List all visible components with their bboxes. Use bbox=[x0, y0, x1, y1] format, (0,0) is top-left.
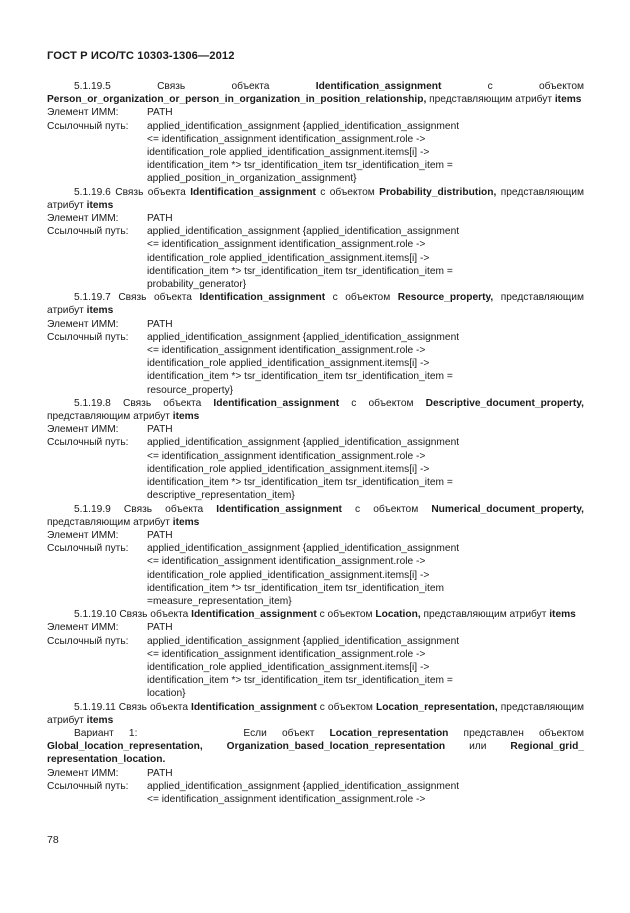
element-row bbox=[47, 212, 584, 225]
path-line: applied_identification_assignment {applied_identification_assignment bbox=[147, 780, 460, 792]
section-heading bbox=[47, 397, 584, 423]
section-heading bbox=[47, 186, 584, 212]
section-number-text: 5.1.19.6 Связь объекта bbox=[74, 186, 191, 198]
element-value: PATH bbox=[147, 213, 173, 225]
section-number-text: 5.1.19.7 Связь объекта bbox=[74, 292, 200, 304]
entity-name: Identification_assignment bbox=[191, 609, 317, 621]
path-line: identification_item *> tsr_identification_item tsr_identification_item = bbox=[147, 371, 453, 383]
path-line: identification_role applied_identification_assignment.items[i] -> bbox=[147, 252, 430, 264]
path-line: identification_item *> tsr_identification_item tsr_identification_item = bbox=[147, 265, 453, 277]
entity-name: Identification_assignment bbox=[216, 503, 342, 515]
path-lines bbox=[147, 331, 584, 397]
path-line: identification_role applied_identification_assignment.items[i] -> bbox=[147, 661, 430, 673]
path-lines bbox=[147, 436, 584, 502]
target-entity-name: Resource_property, bbox=[397, 292, 494, 304]
connector-text: представляющим атрибут bbox=[420, 609, 550, 621]
element-row bbox=[47, 106, 584, 119]
connector-text: с объектом bbox=[325, 292, 398, 304]
path-line: probability_generator} bbox=[147, 279, 247, 291]
mapping-section bbox=[47, 701, 584, 807]
entity-name: Identification_assignment bbox=[315, 81, 442, 92]
connector-text: с объектом bbox=[339, 397, 426, 409]
path-line: applied_identification_assignment {applied_identification_assignment bbox=[147, 635, 460, 647]
element-row bbox=[47, 767, 584, 780]
section-heading bbox=[47, 291, 584, 317]
element-label: Элемент ИММ: bbox=[47, 767, 119, 779]
path-line: applied_identification_assignment {applied_identification_assignment bbox=[147, 543, 460, 555]
mapping-section bbox=[47, 397, 584, 503]
document-body bbox=[47, 80, 584, 806]
element-value: PATH bbox=[147, 529, 173, 541]
path-line: identification_item *> tsr_identification_item tsr_identification_item bbox=[147, 582, 445, 594]
path-lines bbox=[147, 120, 584, 186]
connector-text: представляющим атрибут bbox=[426, 94, 555, 106]
entity-name: Identification_assignment bbox=[213, 397, 340, 409]
connector-text: представляющим атрибут bbox=[47, 186, 584, 211]
attribute-name: items bbox=[86, 714, 114, 726]
path-line: identification_item *> tsr_identification_item tsr_identification_item = bbox=[147, 675, 453, 687]
entity-name: Identification_assignment bbox=[199, 292, 326, 304]
target-entity-name: Location_representation, bbox=[375, 701, 498, 713]
mapping-section bbox=[47, 186, 584, 292]
element-row bbox=[47, 318, 584, 331]
element-label: Элемент ИММ: bbox=[47, 213, 119, 225]
document-page bbox=[47, 0, 584, 913]
path-line: identification_role applied_identification_assignment.items[i] -> bbox=[147, 569, 430, 581]
path-line: identification_role applied_identification_assignment.items[i] -> bbox=[147, 147, 430, 159]
path-label: Ссылочный путь: bbox=[47, 437, 129, 449]
attribute-name: items bbox=[86, 305, 114, 317]
path-lines bbox=[147, 635, 584, 701]
page-number: 78 bbox=[47, 834, 59, 846]
section-heading bbox=[47, 80, 584, 106]
reference-path bbox=[47, 436, 584, 502]
path-line: identification_item *> tsr_identification_item tsr_identification_item = bbox=[147, 477, 453, 489]
variant-text: представлен объектом bbox=[448, 727, 584, 739]
document-header: ГОСТ Р ИСО/ТС 10303-1306—2012 bbox=[47, 50, 235, 62]
connector-text: представляющим атрибут bbox=[47, 701, 584, 726]
path-line: applied_identification_assignment {applied_identification_assignment bbox=[147, 120, 460, 132]
path-label: Ссылочный путь: bbox=[47, 543, 129, 555]
element-row bbox=[47, 529, 584, 542]
mapping-section bbox=[47, 503, 584, 609]
section-heading bbox=[47, 701, 584, 727]
path-line: =measure_representation_item} bbox=[147, 595, 292, 607]
path-line: applied_position_in_organization_assignment} bbox=[147, 173, 357, 185]
connector-text: с объектом bbox=[441, 81, 584, 92]
reference-path bbox=[47, 780, 584, 806]
entity-name: Identification_assignment bbox=[191, 701, 317, 713]
path-label: Ссылочный путь: bbox=[47, 635, 129, 647]
element-value: PATH bbox=[147, 318, 173, 330]
target-entity-name: Person_or_organization_or_person_in_organization_in_position_relationship, bbox=[47, 94, 427, 106]
variant-entity: Location_representation bbox=[329, 727, 449, 739]
attribute-name: items bbox=[172, 411, 200, 423]
path-line: identification_role applied_identification_assignment.items[i] -> bbox=[147, 463, 430, 475]
variant-text: или bbox=[445, 741, 511, 753]
path-line: applied_identification_assignment {applied_identification_assignment bbox=[147, 331, 460, 343]
variant-option: Regional_grid_ representation_location. bbox=[47, 741, 584, 766]
element-row bbox=[47, 621, 584, 634]
target-entity-name: Probability_distribution, bbox=[379, 186, 497, 198]
element-row bbox=[47, 423, 584, 436]
target-entity-name: Location, bbox=[375, 609, 421, 621]
variant-option: Organization_based_location_representation bbox=[226, 741, 446, 753]
section-number-text: 5.1.19.5 Связь объекта bbox=[74, 81, 316, 92]
reference-path bbox=[47, 225, 584, 291]
element-value: PATH bbox=[147, 767, 173, 779]
element-label: Элемент ИММ: bbox=[47, 622, 119, 634]
path-line: resource_property} bbox=[147, 384, 234, 396]
path-line: <= identification_assignment identification_assignment.role -> bbox=[147, 556, 426, 568]
attribute-name: items bbox=[172, 516, 200, 528]
target-entity-name: Numerical_document_property, bbox=[431, 503, 584, 515]
target-entity-name: Descriptive_document_property, bbox=[425, 397, 584, 409]
attribute-name: items bbox=[86, 199, 114, 211]
path-label: Ссылочный путь: bbox=[47, 331, 129, 343]
path-line: location} bbox=[147, 688, 186, 700]
path-lines bbox=[147, 225, 584, 291]
section-number-text: 5.1.19.10 Связь объекта bbox=[74, 609, 192, 621]
mapping-section bbox=[47, 80, 584, 186]
path-line: <= identification_assignment identification_assignment.role -> bbox=[147, 133, 426, 145]
section-number-text: 5.1.19.9 Связь объекта bbox=[74, 503, 217, 515]
path-line: identification_role applied_identification_assignment.items[i] -> bbox=[147, 358, 430, 370]
variant-text: Если объект bbox=[243, 727, 330, 739]
element-label: Элемент ИММ: bbox=[47, 107, 119, 119]
element-value: PATH bbox=[147, 424, 173, 436]
element-value: PATH bbox=[147, 622, 173, 634]
mapping-section bbox=[47, 608, 584, 700]
path-line: <= identification_assignment identification_assignment.role -> bbox=[147, 450, 426, 462]
path-label: Ссылочный путь: bbox=[47, 780, 129, 792]
path-line: descriptive_representation_item} bbox=[147, 490, 295, 502]
path-line: <= identification_assignment identification_assignment.role -> bbox=[147, 239, 426, 251]
connector-text: представляющим атрибут bbox=[47, 516, 173, 528]
entity-name: Identification_assignment bbox=[190, 186, 316, 198]
path-label: Ссылочный путь: bbox=[47, 120, 129, 132]
section-heading bbox=[47, 608, 584, 621]
variant-paragraph bbox=[47, 727, 584, 767]
section-number-text: 5.1.19.8 Связь объекта bbox=[74, 397, 214, 409]
reference-path bbox=[47, 331, 584, 397]
variant-label: Вариант 1: bbox=[74, 727, 138, 739]
reference-path bbox=[47, 120, 584, 186]
path-line: <= identification_assignment identification_assignment.role -> bbox=[147, 793, 426, 805]
path-line: applied_identification_assignment {applied_identification_assignment bbox=[147, 437, 460, 449]
connector-text: с объектом bbox=[315, 186, 380, 198]
reference-path bbox=[47, 542, 584, 608]
path-label: Ссылочный путь: bbox=[47, 226, 129, 238]
connector-text: представляющим атрибут bbox=[47, 292, 584, 317]
element-label: Элемент ИММ: bbox=[47, 529, 119, 541]
reference-path bbox=[47, 635, 584, 701]
path-line: <= identification_assignment identification_assignment.role -> bbox=[147, 345, 426, 357]
attribute-name: items bbox=[549, 609, 576, 621]
connector-text: с объектом bbox=[341, 503, 432, 515]
element-label: Элемент ИММ: bbox=[47, 424, 119, 436]
mapping-section bbox=[47, 291, 584, 397]
attribute-name: items bbox=[554, 94, 582, 106]
connector-text: с объектом bbox=[316, 701, 376, 713]
path-lines bbox=[147, 542, 584, 608]
section-number-text: 5.1.19.11 Связь объекта bbox=[74, 701, 192, 713]
connector-text: с объектом bbox=[316, 609, 376, 621]
connector-text: представляющим атрибут bbox=[47, 411, 173, 423]
element-value: PATH bbox=[147, 107, 173, 119]
path-line: applied_identification_assignment {applied_identification_assignment bbox=[147, 226, 460, 238]
path-line: <= identification_assignment identification_assignment.role -> bbox=[147, 648, 426, 660]
path-line: identification_item *> tsr_identification_item tsr_identification_item = bbox=[147, 160, 453, 172]
element-label: Элемент ИММ: bbox=[47, 318, 119, 330]
section-heading bbox=[47, 503, 584, 529]
path-lines bbox=[147, 780, 584, 806]
variant-option: Global_location_representation, bbox=[47, 741, 203, 753]
